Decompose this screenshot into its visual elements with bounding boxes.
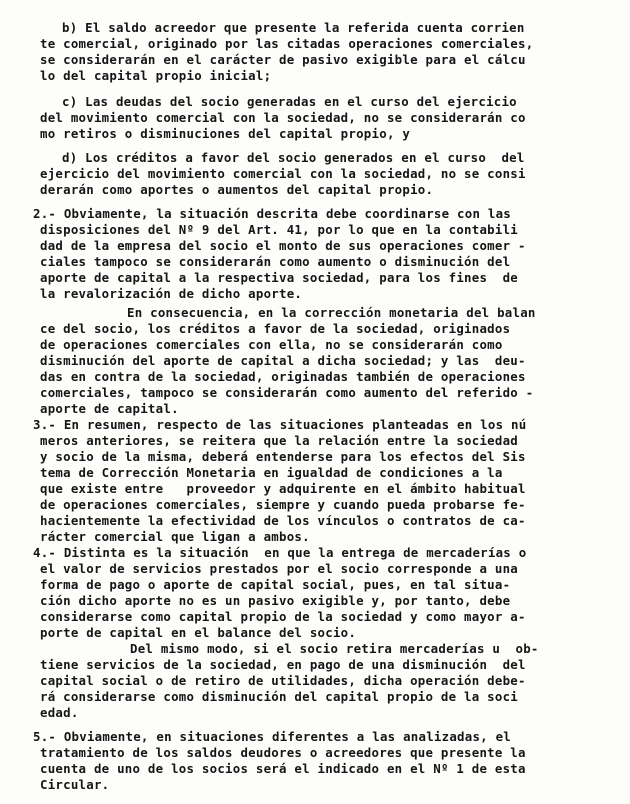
text-line: 2.- Obviamente, la situación descrita debe coordinarse con las	[33, 206, 512, 221]
text-line: das en contra de la sociedad, originadas también de operaciones	[40, 369, 526, 384]
text-line: disposiciones del Nº 9 del Art. 41, por lo que en la contabili	[40, 222, 519, 237]
text-line: 4.- Distinta es la situación en que la entrega de mercaderías o	[33, 545, 527, 560]
text-line: hacientemente la efectividad de los vínculos o contratos de ca-	[40, 513, 526, 528]
text-line: considerarse como capital propio de la sociedad y como mayor a-	[40, 609, 526, 624]
text-line: ce del socio, los créditos a favor de la sociedad, originados	[40, 321, 511, 336]
text-line: capital social o de retiro de utilidades, dicha operación debe-	[40, 673, 526, 688]
text-line: ciales tampoco se considerarán como aumento o disminución del	[40, 254, 511, 269]
text-line: c) Las deudas del socio generadas en el curso del ejercicio	[62, 94, 517, 109]
text-line: mo retiros o disminuciones del capital propio, y	[40, 126, 411, 141]
text-line: ejercicio del movimiento comercial con la sociedad, no se consi	[40, 166, 526, 181]
text-line: se considerarán en el carácter de pasivo exigible para el cálcu	[40, 52, 526, 67]
text-line: tiene servicios de la sociedad, en pago de una disminución del	[40, 657, 526, 672]
text-line: rácter comercial que ligan a ambos.	[40, 529, 310, 544]
text-line: meros anteriores, se reitera que la relación entre la sociedad	[40, 433, 519, 448]
text-line: b) El saldo acreedor que presente la referida cuenta corrien	[62, 20, 525, 35]
text-line: aporte de capital a la respectiva sociedad, para los fines de	[40, 270, 519, 285]
text-line: forma de pago o aporte de capital social, pues, en tal situa-	[40, 577, 511, 592]
text-line: disminución del aporte de capital a dicha sociedad; y las deu-	[40, 353, 526, 368]
text-line: aporte de capital.	[40, 401, 179, 416]
text-line: de operaciones comerciales con ella, no se considerarán como	[40, 337, 503, 352]
text-line: tema de Corrección Monetaria en igualdad de condiciones a la	[40, 465, 503, 480]
text-line: rá considerarse como disminución del capital propio de la soci	[40, 689, 519, 704]
text-line: el valor de servicios prestados por el socio corresponde a una	[40, 561, 519, 576]
text-line: comerciales, tampoco se considerarán como aumento del referido -	[40, 385, 534, 400]
text-line: y socio de la misma, deberá entenderse para los efectos del Sis	[40, 449, 526, 464]
text-line: cuenta de uno de los socios será el indicado en el Nº 1 de esta	[40, 761, 526, 776]
text-line: 5.- Obviamente, en situaciones diferentes a las analizadas, el	[33, 729, 512, 744]
text-line: 3.- En resumen, respecto de las situaciones planteadas en los nú	[33, 417, 527, 432]
text-line: de operaciones comerciales, siempre y cuando pueda probarse fe-	[40, 497, 526, 512]
text-line: En consecuencia, en la corrección monetaria del balan	[127, 305, 536, 320]
text-line: te comercial, originado por las citadas operaciones comerciales,	[40, 36, 534, 51]
text-line: porte de capital en el balance del socio.	[40, 625, 357, 640]
text-line: tratamiento de los saldos deudores o acreedores que presente la	[40, 745, 526, 760]
text-line: ción dicho aporte no es un pasivo exigible y, por tanto, debe	[40, 593, 511, 608]
text-line: la revalorización de dicho aporte.	[40, 286, 303, 301]
text-line: lo del capital propio inicial;	[40, 68, 272, 83]
text-line: d) Los créditos a favor del socio generados en el curso del	[62, 150, 525, 165]
text-line: derarán como aportes o aumentos del capital propio.	[40, 182, 434, 197]
text-line: que existe entre proveedor y adquirente en el ámbito habitual	[40, 481, 526, 496]
text-line: dad de la empresa del socio el monto de sus operaciones comer -	[40, 238, 526, 253]
text-line: Circular.	[40, 777, 110, 792]
text-line: edad.	[40, 705, 79, 720]
text-line: del movimiento comercial con la sociedad, no se considerarán co	[40, 110, 526, 125]
text-line: Del mismo modo, si el socio retira mercaderías u ob-	[130, 641, 539, 656]
